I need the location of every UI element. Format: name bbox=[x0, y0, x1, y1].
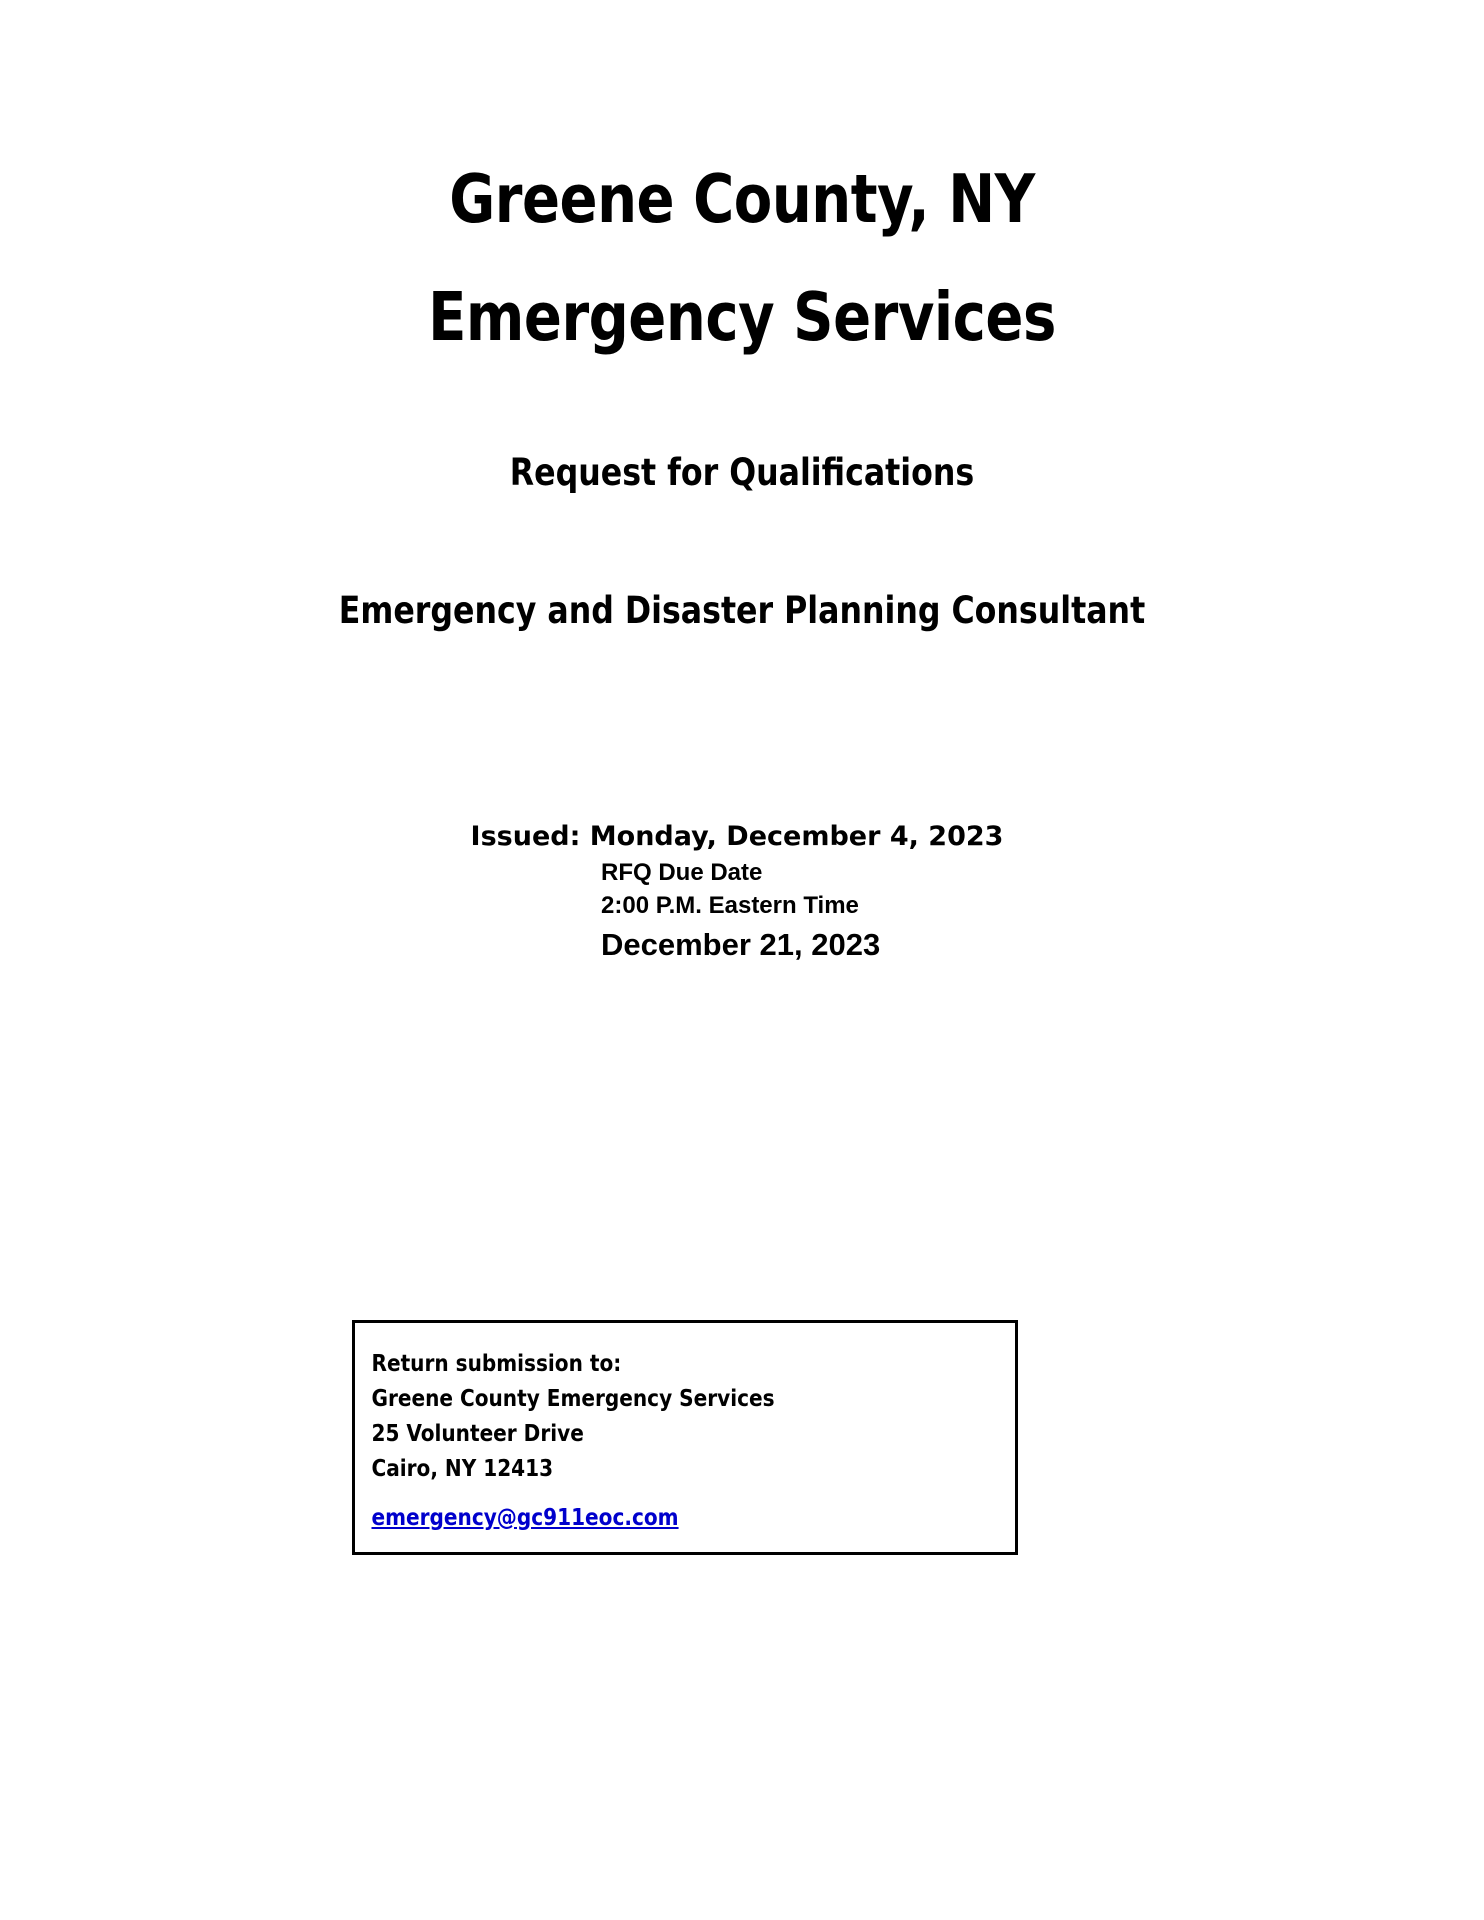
return-city-state-zip: Cairo, NY 12413 bbox=[371, 1456, 554, 1482]
document-scope-heading: Emergency and Disaster Planning Consultant bbox=[338, 589, 1146, 632]
rfq-due-time: 2:00 P.M. Eastern Time bbox=[601, 892, 859, 919]
document-title-block bbox=[0, 140, 1484, 376]
issued-date: Issued: Monday, December 4, 2023 bbox=[470, 821, 1004, 852]
page-title-line-2: Emergency Services bbox=[428, 278, 1056, 356]
return-box-spacer bbox=[371, 1487, 995, 1501]
return-email-link[interactable]: emergency@gc911eoc.com bbox=[371, 1505, 679, 1531]
rfq-due-date-label: RFQ Due Date bbox=[601, 859, 763, 886]
return-street-address: 25 Volunteer Drive bbox=[371, 1421, 584, 1447]
document-subtitle: Request for Qualifications bbox=[509, 451, 975, 494]
return-organization: Greene County Emergency Services bbox=[371, 1386, 775, 1412]
return-submission-box bbox=[352, 1320, 1018, 1555]
return-submission-heading: Return submission to: bbox=[371, 1351, 622, 1377]
dates-block bbox=[0, 818, 1484, 966]
return-submission-content bbox=[355, 1323, 995, 1536]
rfq-due-date-value: December 21, 2023 bbox=[601, 927, 881, 962]
page-title-line-1: Greene County, NY bbox=[449, 160, 1035, 238]
